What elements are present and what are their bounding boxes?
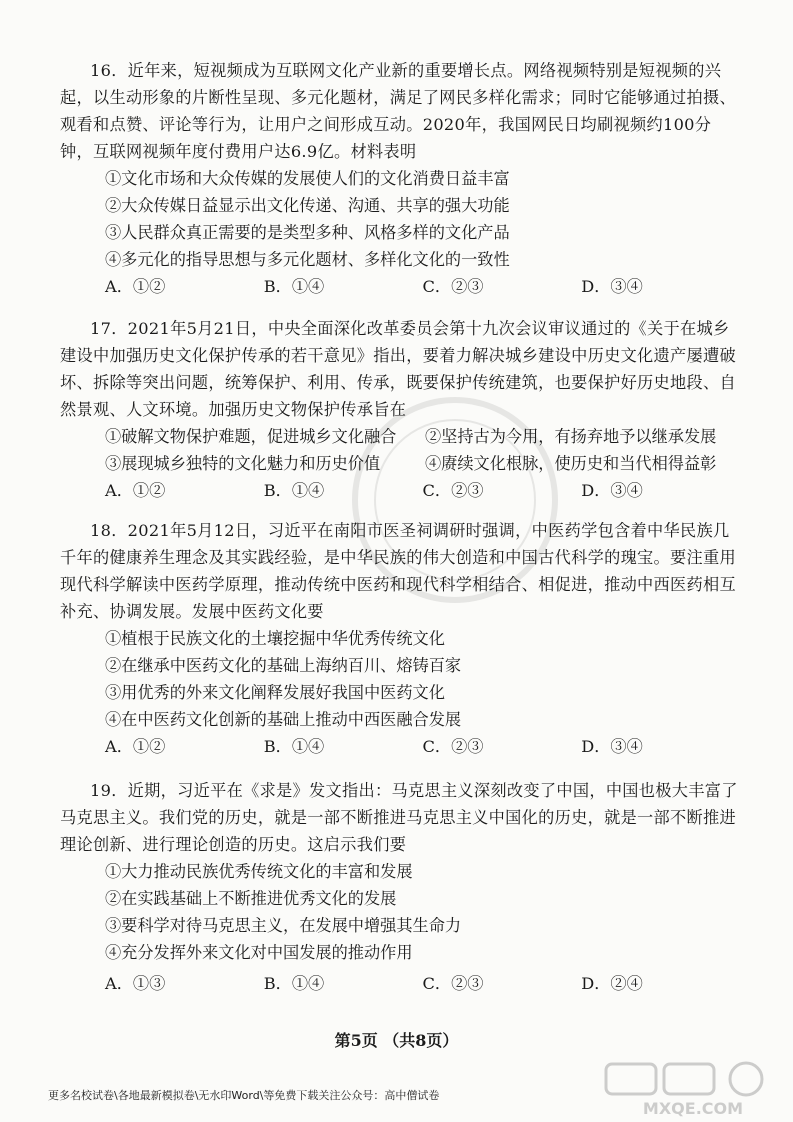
choice-item: ④充分发挥外来文化对中国发展的推动作用 — [105, 943, 413, 962]
option-c[interactable]: C．②③ — [422, 277, 484, 296]
choice-item: ④多元化的指导思想与多元化题材、多样化文化的一致性 — [105, 250, 510, 269]
watermark-text: MXQE.COM — [642, 1099, 744, 1118]
option-d[interactable]: D．③④ — [581, 481, 643, 500]
option-d[interactable]: D．③④ — [581, 737, 643, 756]
answer-options — [60, 477, 740, 504]
choice-item: ②坚持古为今用，有扬弃地予以继承发展 — [425, 427, 717, 446]
option-b[interactable]: B．①④ — [263, 277, 325, 296]
option-d[interactable]: D．③④ — [581, 277, 643, 296]
site-logo-watermark — [598, 1060, 788, 1120]
choice-item: ③要科学对待马克思主义，在发展中增强其生命力 — [105, 916, 462, 935]
choice-row — [60, 423, 740, 450]
question-17 — [60, 315, 740, 504]
question-stem: 17．2021年5月21日，中央全面深化改革委员会第十九次会议审议通过的《关于在城乡建设中加强历史文化保护传承的若干意见》指出，要着力解决城乡建设中历史文化遗产屡遭破坏、拆除等突出问题，统筹保护、利用、传承，既要保护传统建筑，也要保护好历史地段、自然景观、人文环境。加强历史文物保护传承旨在 — [60, 319, 736, 419]
question-stem: 16．近年来，短视频成为互联网文化产业新的重要增长点。网络视频特别是短视频的兴起，以生动形象的片断性呈现、多元化题材，满足了网民多样化需求；同时它能够通过拍摄、观看和点赞、评论等行为，让用户之间形成互动。2020年，我国网民日均刷视频约100分钟，互联网视频年度付费用户达6.9亿。材料表明 — [60, 61, 736, 161]
option-a[interactable]: A．①③ — [105, 974, 166, 993]
question-18 — [60, 517, 740, 760]
option-c[interactable]: C．②③ — [422, 481, 484, 500]
choice-item: ①破解文物保护难题，促进城乡文化融合 — [105, 427, 397, 446]
question-stem: 18．2021年5月12日，习近平在南阳市医圣祠调研时强调，中医药学包含着中华民族几千年的健康养生理念及其实践经验，是中华民族的伟大创造和中国古代科学的瑰宝。要注重用现代科学解读中医药学原理，推动传统中医药和现代科学相结合、相促进，推动中西医药相互补充、协调发展。发展中医药文化要 — [60, 521, 736, 621]
option-b[interactable]: B．①④ — [263, 974, 325, 993]
option-b[interactable]: B．①④ — [263, 737, 325, 756]
answer-options — [60, 970, 740, 997]
question-stem: 19．近期，习近平在《求是》发文指出：马克思主义深刻改变了中国，中国也极大丰富了马克思主义。我们党的历史，就是一部不断推进马克思主义中国化的历史，就是一部不断推进理论创新、进行理论创造的历史。这启示我们要 — [60, 781, 738, 854]
choice-item: ①大力推动民族优秀传统文化的丰富和发展 — [105, 862, 413, 881]
choice-item: ①文化市场和大众传媒的发展使人们的文化消费日益丰富 — [105, 169, 510, 188]
question-16 — [60, 57, 740, 300]
choice-item: ③展现城乡独特的文化魅力和历史价值 — [105, 454, 381, 473]
question-19 — [60, 777, 740, 997]
answer-options — [60, 273, 740, 300]
page-number: 第5页 （共8页） — [334, 1031, 459, 1050]
choice-item: ②在实践基础上不断推进优秀文化的发展 — [105, 889, 397, 908]
option-c[interactable]: C．②③ — [422, 974, 484, 993]
option-a[interactable]: A．①② — [105, 737, 166, 756]
answer-options — [60, 733, 740, 760]
option-c[interactable]: C．②③ — [422, 737, 484, 756]
choice-item: ①植根于民族文化的土壤挖掘中华优秀传统文化 — [105, 629, 445, 648]
choice-item: ④在中医药文化创新的基础上推动中西医融合发展 — [105, 710, 462, 729]
choice-item: ②大众传媒日益显示出文化传递、沟通、共享的强大功能 — [105, 196, 510, 215]
choice-row — [60, 450, 740, 477]
option-a[interactable]: A．①② — [105, 481, 166, 500]
choice-item: ④赓续文化根脉，使历史和当代相得益彰 — [425, 454, 717, 473]
choice-item: ②在继承中医药文化的基础上海纳百川、熔铸百家 — [105, 656, 462, 675]
option-b[interactable]: B．①④ — [263, 481, 325, 500]
choice-item: ③用优秀的外来文化阐释发展好我国中医药文化 — [105, 683, 445, 702]
option-a[interactable]: A．①② — [105, 277, 166, 296]
choice-item: ③人民群众真正需要的是类型多种、风格多样的文化产品 — [105, 223, 510, 242]
option-d[interactable]: D．②④ — [581, 974, 643, 993]
promo-text: 更多名校试卷\各地最新模拟卷\无水印Word\等免费下载关注公众号：高中僧试卷 — [48, 1089, 440, 1102]
